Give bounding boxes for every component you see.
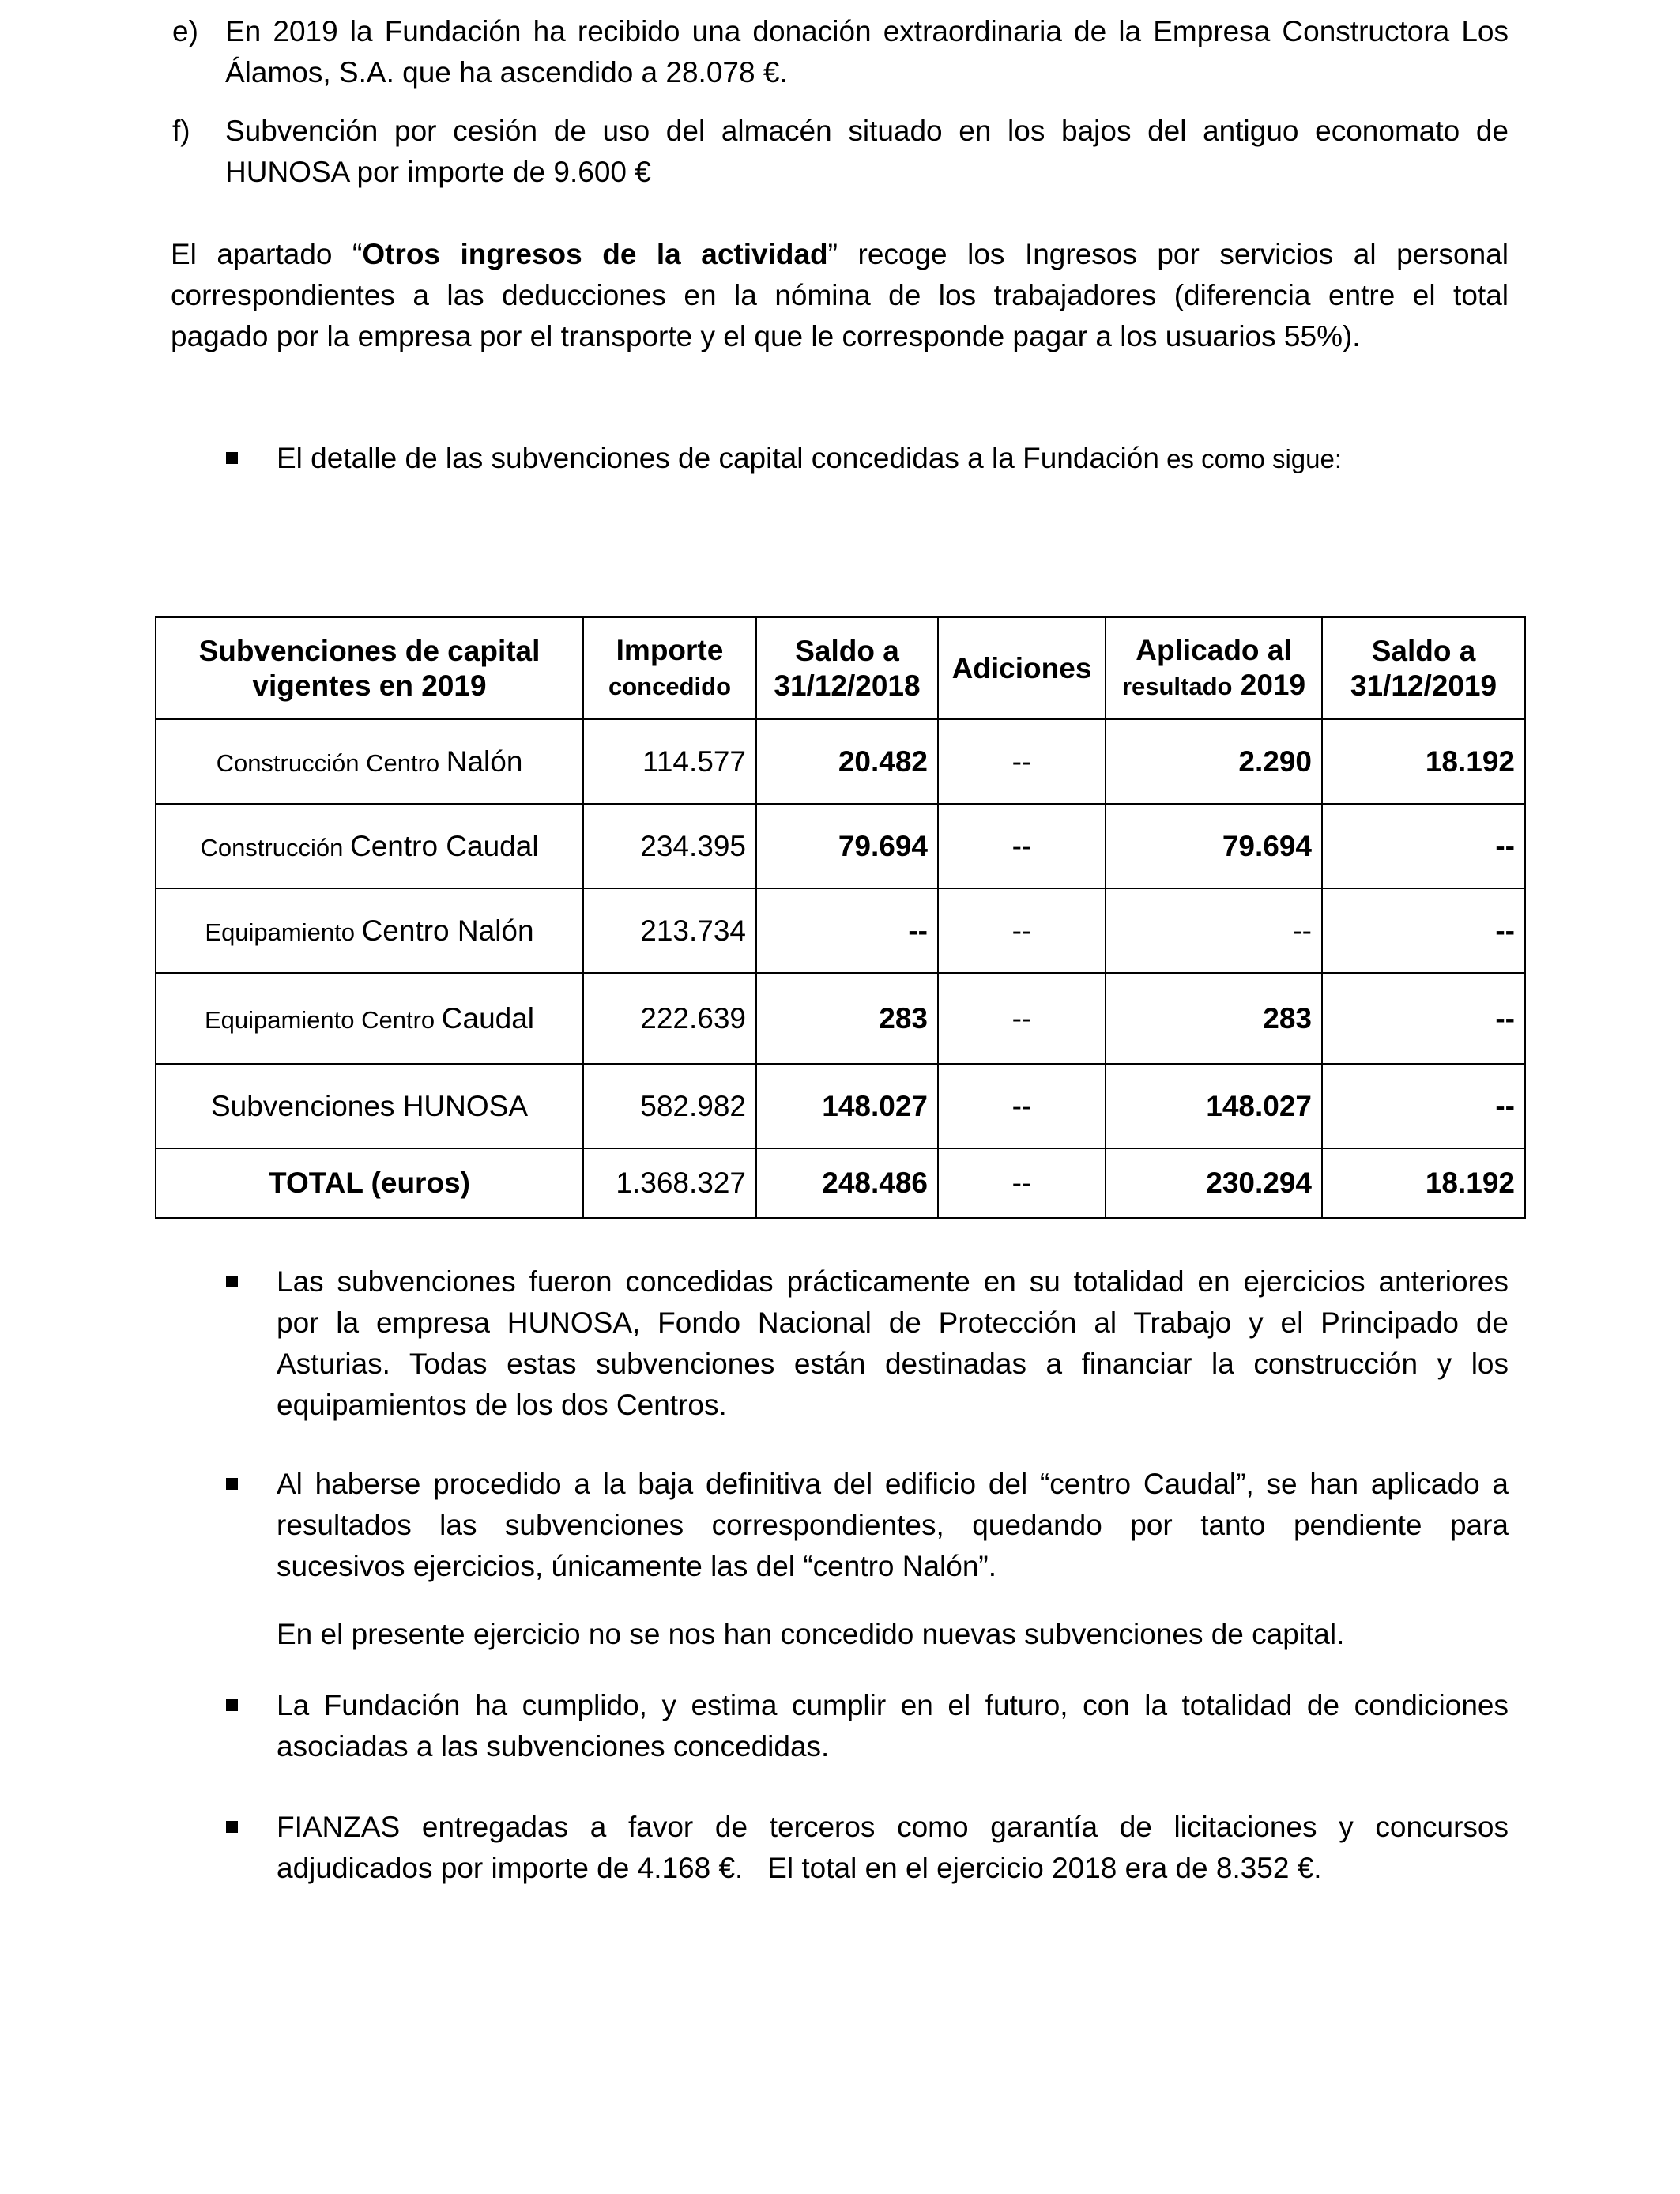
table-row	[156, 973, 1525, 1064]
bullet-square-icon	[226, 1699, 238, 1711]
item-f-line1: Subvención por cesión de uso del almacén situado en los bajos del antiguo economato de	[225, 115, 1509, 147]
bullet-square-icon	[226, 1821, 238, 1833]
row-adiciones: --	[938, 888, 1106, 973]
row-aplicado: 2.290	[1106, 719, 1322, 804]
row-saldo-2018: 20.482	[756, 719, 938, 804]
header-aplicado: Aplicado al resultado 2019	[1106, 617, 1322, 719]
intro-bullet-text	[277, 438, 1342, 480]
otros-ingresos-line3: pagado por la empresa por el transporte y el que le corresponde pagar a los usuarios 55%).	[171, 320, 1361, 352]
header-saldo-2018: Saldo a 31/12/2018	[756, 617, 938, 719]
otros-bold: Otros ingresos de la actividad	[362, 238, 828, 270]
total-importe: 1.368.327	[583, 1148, 756, 1218]
header-importe: Importe concedido	[583, 617, 756, 719]
row-saldo-2019: --	[1322, 1064, 1525, 1148]
total-saldo-2019: 18.192	[1322, 1148, 1525, 1218]
row-concept: Construcción Centro Nalón	[156, 719, 583, 804]
item-e-line2: Álamos, S.A. que ha ascendido a 28.078 €.	[225, 56, 788, 89]
otros-post: ” recoge los Ingresos por servicios al personal	[827, 238, 1509, 270]
bullet-c-line1: La Fundación ha cumplido, y estima cumplir en el futuro, con la totalidad de condiciones	[277, 1689, 1509, 1721]
total-saldo-2018: 248.486	[756, 1148, 938, 1218]
row-saldo-2018: 283	[756, 973, 938, 1064]
table-row	[156, 804, 1525, 888]
capital-subsidies-table	[155, 616, 1526, 1219]
header-adiciones: Adiciones	[938, 617, 1106, 719]
bullet-b-line3: sucesivos ejercicios, únicamente las del “centro Nalón”.	[277, 1550, 997, 1582]
table-row	[156, 1064, 1525, 1148]
row-adiciones: --	[938, 719, 1106, 804]
bullet-d-line2: adjudicados por importe de 4.168 €. El total en el ejercicio 2018 era de 8.352 €.	[277, 1852, 1322, 1884]
bullet-a-line3: Asturias. Todas estas subvenciones están destinadas a financiar la construcción y los	[277, 1348, 1509, 1380]
bullet-square-icon	[226, 1276, 238, 1287]
bullet-c-line2: asociadas a las subvenciones concedidas.	[277, 1730, 830, 1762]
otros-ingresos-line2: correspondientes a las deducciones en la nómina de los trabajadores (diferencia entre el total	[171, 279, 1509, 311]
row-saldo-2019: --	[1322, 888, 1525, 973]
row-concept: Equipamiento Centro Caudal	[156, 973, 583, 1064]
intro-tail: es como sigue:	[1158, 444, 1343, 473]
table-row	[156, 888, 1525, 973]
total-adiciones: --	[938, 1148, 1106, 1218]
bullet-b-line2: resultados las subvenciones correspondientes, quedando por tanto pendiente para	[277, 1509, 1509, 1541]
row-concept: Construcción Centro Caudal	[156, 804, 583, 888]
bullet-square-icon	[226, 452, 238, 464]
row-importe: 213.734	[583, 888, 756, 973]
row-concept: Equipamiento Centro Nalón	[156, 888, 583, 973]
row-aplicado: 79.694	[1106, 804, 1322, 888]
row-saldo-2019: 18.192	[1322, 719, 1525, 804]
total-aplicado: 230.294	[1106, 1148, 1322, 1218]
header-concept: Subvenciones de capital vigentes en 2019	[156, 617, 583, 719]
row-saldo-2019: --	[1322, 973, 1525, 1064]
item-e-marker: e)	[172, 15, 198, 47]
row-aplicado: 283	[1106, 973, 1322, 1064]
row-saldo-2018: 148.027	[756, 1064, 938, 1148]
table-row	[156, 719, 1525, 804]
bullet-a-line4: equipamientos de los dos Centros.	[277, 1389, 727, 1421]
header-saldo-2019: Saldo a 31/12/2019	[1322, 617, 1525, 719]
row-adiciones: --	[938, 804, 1106, 888]
row-importe: 222.639	[583, 973, 756, 1064]
bullet-a-line2: por la empresa HUNOSA, Fondo Nacional de Protección al Trabajo y el Principado de	[277, 1306, 1509, 1339]
row-aplicado: 148.027	[1106, 1064, 1322, 1148]
item-f-marker: f)	[172, 115, 190, 147]
row-concept: Subvenciones HUNOSA	[156, 1064, 583, 1148]
item-e-line1: En 2019 la Fundación ha recibido una donación extraordinaria de la Empresa Constructora Los	[225, 15, 1509, 47]
row-importe: 582.982	[583, 1064, 756, 1148]
row-adiciones: --	[938, 973, 1106, 1064]
row-saldo-2018: 79.694	[756, 804, 938, 888]
item-f-line2: HUNOSA por importe de 9.600 €	[225, 156, 651, 188]
no-new-subsidies-text: En el presente ejercicio no se nos han concedido nuevas subvenciones de capital.	[277, 1618, 1345, 1650]
otros-ingresos-line1	[171, 234, 1509, 275]
bullet-b-line1: Al haberse procedido a la baja definitiva del edificio del “centro Caudal”, se han aplicado a	[277, 1468, 1509, 1500]
bullet-square-icon	[226, 1478, 238, 1490]
row-saldo-2019: --	[1322, 804, 1525, 888]
row-importe: 114.577	[583, 719, 756, 804]
otros-pre: El apartado “	[171, 238, 363, 270]
table-header-row	[156, 617, 1525, 719]
row-aplicado: --	[1106, 888, 1322, 973]
total-concept: TOTAL (euros)	[156, 1148, 583, 1218]
bullet-d-line1: FIANZAS entregadas a favor de terceros como garantía de licitaciones y concursos	[277, 1811, 1509, 1843]
row-saldo-2018: --	[756, 888, 938, 973]
intro-main: El detalle de las subvenciones de capital concedidas a la Fundación	[277, 442, 1159, 474]
bullet-a-line1: Las subvenciones fueron concedidas prácticamente en su totalidad en ejercicios anteriores	[277, 1265, 1509, 1298]
row-importe: 234.395	[583, 804, 756, 888]
row-adiciones: --	[938, 1064, 1106, 1148]
table-total-row	[156, 1148, 1525, 1218]
